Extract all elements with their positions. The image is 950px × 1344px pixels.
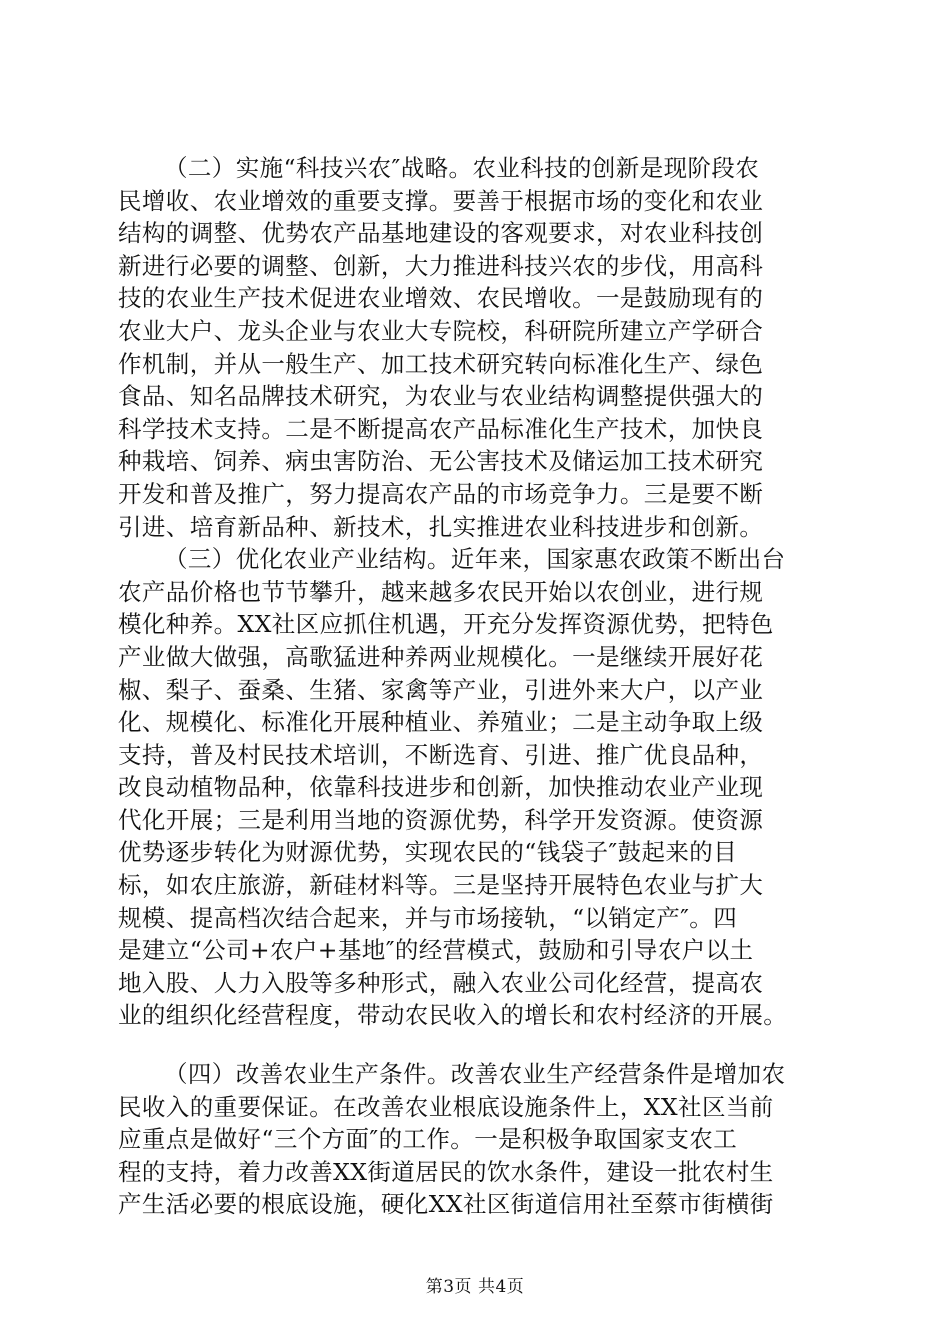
text-line: 引进、培育新品种、新技术，扎实推进农业科技进步和创新。	[118, 512, 764, 541]
text-line: 产业做大做强，高歌猛进种养两业规模化。一是继续开展好花	[118, 642, 764, 671]
text-line: 应重点是做好“三个方面″的工作。一是积极争取国家支农工	[118, 1125, 738, 1154]
paragraph-section-2	[118, 152, 832, 543]
text-line: 科学技术支持。二是不断提高农产品标准化生产技术，加快良	[118, 414, 764, 443]
text-line: 代化开展；三是利用当地的资源优势，科学开发资源。使资源	[118, 805, 764, 834]
text-line: （二）实施“科技兴农″战略。农业科技的创新是现阶段农	[164, 154, 760, 182]
text-line: 椒、梨子、蚕桑、生猪、家禽等产业，引进外来大户，以产业	[118, 675, 764, 704]
paragraph-section-3	[118, 543, 832, 1032]
text-line: 支持，普及村民技术培训，不断选育、引进、推广优良品种，	[118, 740, 764, 769]
text-line: 作机制，并从一般生产、加工技术研究转向标准化生产、绿色	[118, 349, 764, 378]
paragraph-spacer	[118, 1032, 832, 1058]
text-line: 民增收、农业增效的重要支撑。要善于根据市场的变化和农业	[118, 186, 764, 215]
text-line: 种栽培、饲养、病虫害防治、无公害技术及储运加工技术研究	[118, 447, 764, 476]
text-line: 标，如农庄旅游，新硅材料等。三是坚持开展特色农业与扩大	[118, 871, 764, 900]
text-line: 模化种养。XX社区应抓住机遇，开充分发挥资源优势，把特色	[118, 610, 774, 639]
text-line: 新进行必要的调整、创新，大力推进科技兴农的步伐，用高科	[118, 251, 764, 280]
text-line: 农业大户、龙头企业与农业大专院校，科研院所建立产学研合	[118, 316, 764, 345]
text-line: 业的组织化经营程度，带动农民收入的增长和农村经济的开展。	[118, 1001, 788, 1030]
text-line: 地入股、人力入股等多种形式，融入农业公司化经营，提高农	[118, 968, 764, 997]
paragraph-section-4	[118, 1058, 832, 1221]
text-line: 程的支持，着力改善XX街道居民的饮水条件，建设一批农村生	[118, 1157, 774, 1186]
text-line: 改良动植物品种，依靠科技进步和创新，加快推动农业产业现	[118, 773, 764, 802]
text-line: 民收入的重要保证。在改善农业根底设施条件上，XX社区当前	[118, 1092, 774, 1121]
page-number-footer: 第3页 共4页	[425, 1277, 525, 1297]
text-line: 开发和普及推广，努力提高农产品的市场竞争力。三是要不断	[118, 479, 764, 508]
text-line: （三）优化农业产业结构。近年来，国家惠农政策不断出台	[164, 545, 786, 574]
text-line: 结构的调整、优势农产品基地建设的客观要求，对农业科技创	[118, 219, 764, 248]
text-line: 化、规模化、标准化开展种植业、养殖业；二是主动争取上级	[118, 708, 764, 737]
text-line: 是建立“公司+农户+基地″的经营模式，鼓励和引导农户以土	[118, 936, 754, 965]
text-line: （四）改善农业生产条件。改善农业生产经营条件是增加农	[164, 1060, 786, 1089]
text-line: 产生活必要的根底设施，硬化XX社区街道信用社至蔡市街横街	[118, 1190, 774, 1219]
text-line: 食品、知名品牌技术研究，为农业与农业结构调整提供强大的	[118, 382, 764, 411]
text-line: 农产品价格也节节攀升，越来越多农民开始以农创业，进行规	[118, 577, 764, 606]
text-line: 优势逐步转化为财源优势，实现农民的“钱袋子″鼓起来的目	[118, 838, 738, 867]
document-body	[118, 152, 832, 1221]
text-line: 规模、提高档次结合起来，并与市场接轨，“以销定产″。四	[118, 903, 738, 932]
text-line: 技的农业生产技术促进农业增效、农民增收。一是鼓励现有的	[118, 284, 764, 313]
